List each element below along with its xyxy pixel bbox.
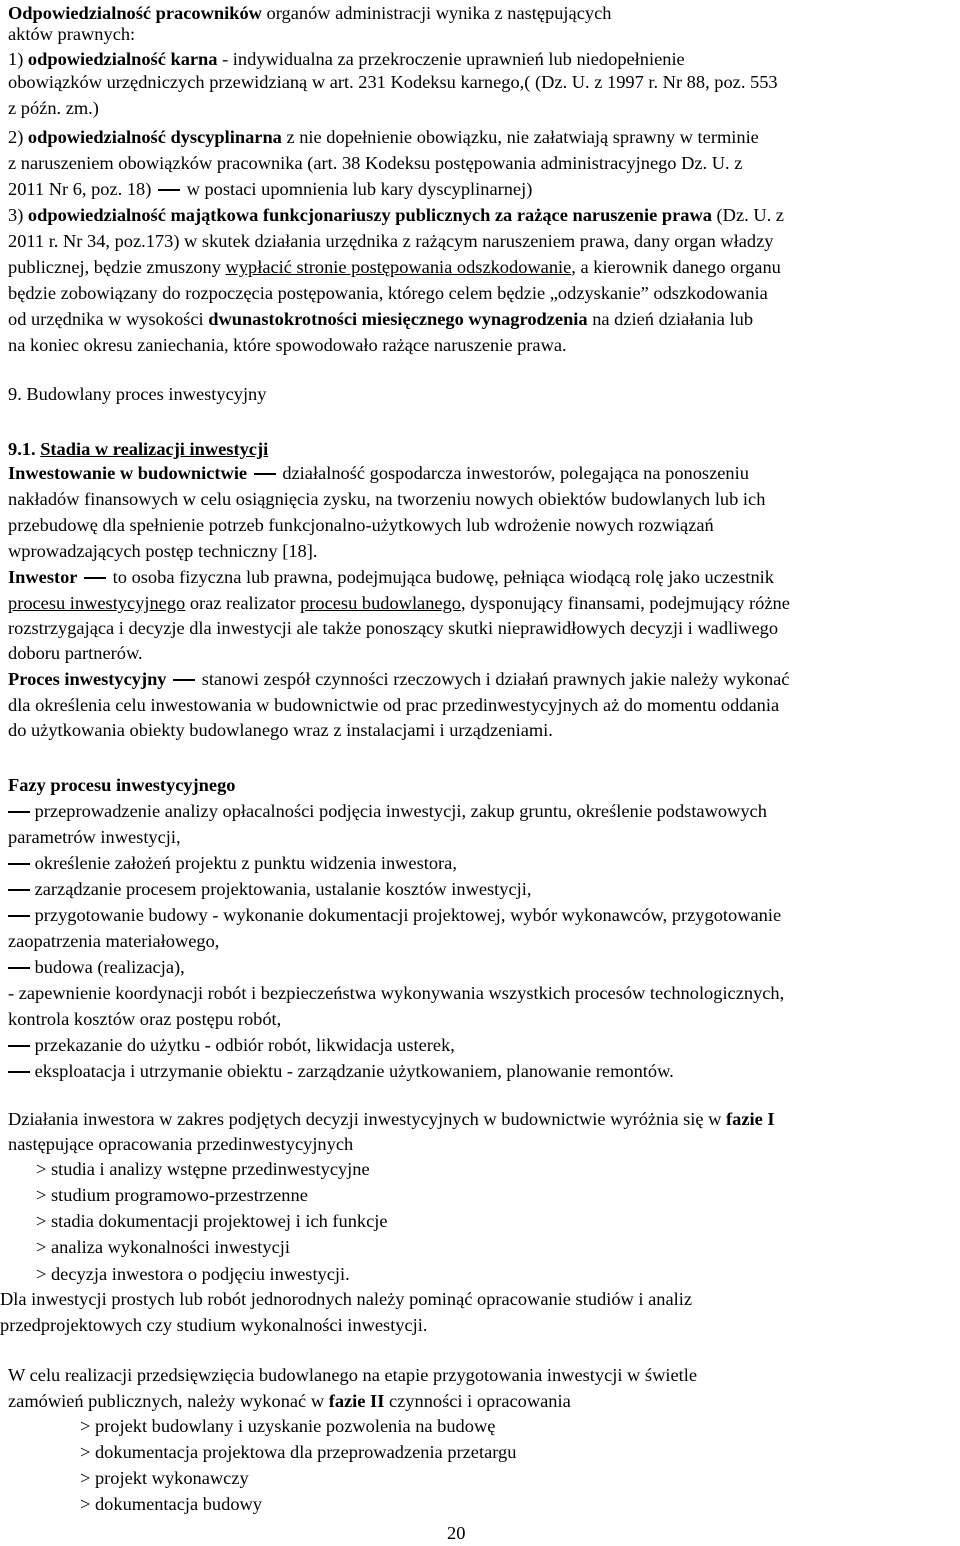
text-span: działalność gospodarcza inwestorów, polegająca na ponoszeniu bbox=[277, 463, 749, 483]
text-line: nakładów finansowych w celu osiągnięcia zysku, na tworzeniu nowych obiektów budowlanych lub ich bbox=[8, 489, 766, 509]
underlined-text: procesu budowlanego bbox=[300, 593, 461, 613]
list-item bbox=[36, 1208, 388, 1234]
list-item-text: studium programowo-przestrzenne bbox=[50, 1185, 308, 1205]
text-line bbox=[8, 254, 781, 280]
list-item bbox=[80, 1439, 516, 1465]
text-line bbox=[8, 124, 759, 150]
section-number: 9.1. bbox=[8, 439, 36, 459]
list-item bbox=[8, 876, 531, 902]
text-line: do użytkowania obiekty budowlanego wraz z instalacjami i urządzeniami. bbox=[8, 720, 553, 740]
text-line: zaopatrzenia materiałowego, bbox=[8, 931, 220, 951]
list-item-text: zarządzanie procesem projektowania, ustalanie kosztów inwestycji, bbox=[34, 879, 532, 899]
arrow-marker: > bbox=[36, 1211, 47, 1231]
text-line: wprowadzających postęp techniczny [18]. bbox=[8, 541, 318, 561]
text-span: w postaci upomnienia lub kary dyscyplinarnej) bbox=[181, 179, 533, 199]
list-item bbox=[36, 1156, 370, 1182]
text-line: z późn. zm.) bbox=[8, 98, 99, 118]
text-line: przebudowę dla spełnienie potrzeb funkcjonalno-użytkowych lub wdrożenie nowych rozwiązań bbox=[8, 515, 714, 535]
text-span: (Dz. U. z bbox=[711, 205, 784, 225]
text-line: W celu realizacji przedsięwzięcia budowlanego na etapie przygotowania inwestycji w świetle bbox=[8, 1365, 698, 1385]
text-span: - indywidualna za przekroczenie uprawnień lub niedopełnienie bbox=[217, 49, 685, 69]
text-line: dla określenia celu inwestowania w budownictwie od prac przedinwestycyjnych aż do momentu oddania bbox=[8, 695, 780, 715]
text-line: doboru partnerów. bbox=[8, 643, 143, 663]
text-line bbox=[8, 666, 789, 692]
text-span: czynności i opracowania bbox=[384, 1391, 571, 1411]
text-line: parametrów inwestycji, bbox=[8, 827, 181, 847]
list-item-text: analiza wykonalności inwestycji bbox=[50, 1237, 290, 1257]
text-line: będzie zobowiązany do rozpoczęcia postępowania, którego celem będzie „odzyskanie” odszkodowania bbox=[8, 283, 768, 303]
text-line: Dla inwestycji prostych lub robót jednorodnych należy pominąć opracowanie studiów i analiz bbox=[0, 1289, 693, 1309]
dash-mark bbox=[254, 473, 276, 475]
dash-bullet bbox=[8, 889, 30, 891]
list-item-text: projekt budowlany i uzyskanie pozwolenia na budowę bbox=[94, 1416, 496, 1436]
arrow-marker: > bbox=[80, 1468, 91, 1488]
text-span: 3) bbox=[8, 205, 28, 225]
list-item bbox=[8, 850, 457, 876]
arrow-marker: > bbox=[36, 1264, 47, 1284]
text-line: rozstrzygająca i decyzje dla inwestycji ale także ponoszący skutki nieprawidłowych decyzji i wadliwego bbox=[8, 618, 779, 638]
list-item bbox=[36, 1261, 350, 1287]
list-item bbox=[36, 1234, 290, 1260]
list-item-text: przygotowanie budowy - wykonanie dokumentacji projektowej, wybór wykonawców, przygotowanie bbox=[34, 905, 782, 925]
list-item-text: określenie założeń projektu z punktu widzenia inwestora, bbox=[34, 853, 457, 873]
arrow-marker: > bbox=[80, 1416, 91, 1436]
text-span: , dysponujący finansami, podejmujący różne bbox=[460, 593, 790, 613]
text-span: od urzędnika w wysokości bbox=[8, 309, 209, 329]
text-span: 1) bbox=[8, 49, 28, 69]
bold-term: Inwestor bbox=[8, 567, 78, 587]
list-item-text: stadia dokumentacji projektowej i ich funkcje bbox=[50, 1211, 388, 1231]
text-span: na dzień działania lub bbox=[587, 309, 754, 329]
arrow-marker: > bbox=[80, 1442, 91, 1462]
text-line bbox=[8, 1106, 775, 1132]
list-item-text: budowa (realizacja), bbox=[34, 957, 185, 977]
arrow-marker: > bbox=[36, 1159, 47, 1179]
dash-mark bbox=[158, 189, 180, 191]
list-item bbox=[8, 902, 781, 928]
dash-bullet bbox=[8, 811, 30, 813]
text-line bbox=[8, 306, 753, 332]
bold-term: odpowiedzialność majątkowa funkcjonariuszy publicznych za rażące naruszenie prawa bbox=[27, 205, 712, 225]
text-line bbox=[8, 176, 532, 202]
bold-term: odpowiedzialność karna bbox=[27, 49, 218, 69]
list-item-text: dokumentacja budowy bbox=[94, 1494, 262, 1514]
dash-bullet bbox=[8, 1071, 30, 1073]
text-span: Działania inwestora w zakres podjętych decyzji inwestycyjnych w budownictwie wyróżnia się w bbox=[8, 1109, 727, 1129]
text-span: 2011 Nr 6, poz. 18) bbox=[8, 179, 152, 199]
text-line bbox=[8, 564, 774, 590]
text-line: następujące opracowania przedinwestycyjnych bbox=[8, 1134, 354, 1154]
text-line: na koniec okresu zaniechania, które spowodowało rażące naruszenie prawa. bbox=[8, 335, 567, 355]
underlined-text: procesu inwestycyjnego bbox=[8, 593, 186, 613]
subsection-title: Stadia w realizacji inwestycji bbox=[40, 439, 269, 459]
text-span: organów administracji wynika z następujących bbox=[261, 3, 612, 23]
list-item bbox=[8, 1032, 455, 1058]
list-item-text: studia i analizy wstępne przedinwestycyjne bbox=[50, 1159, 370, 1179]
list-item bbox=[8, 1058, 674, 1084]
list-heading: Fazy procesu inwestycyjnego bbox=[8, 775, 236, 795]
list-item bbox=[80, 1465, 249, 1491]
dash-bullet bbox=[8, 915, 30, 917]
text-line: kontrola kosztów oraz postępu robót, bbox=[8, 1009, 282, 1029]
text-line bbox=[8, 202, 784, 228]
text-span: stanowi zespół czynności rzeczowych i działań prawnych jakie należy wykonać bbox=[197, 669, 790, 689]
dash-mark bbox=[84, 577, 106, 579]
text-line: obowiązków urzędniczych przewidzianą w art. 231 Kodeksu karnego,( (Dz. U. z 1997 r. Nr 88, poz. 553 bbox=[8, 72, 778, 92]
bold-term: fazie I bbox=[726, 1109, 775, 1129]
subsection-heading bbox=[8, 436, 268, 462]
text-line: aktów prawnych: bbox=[8, 24, 136, 44]
page-number: 20 bbox=[447, 1523, 466, 1543]
list-item-text: eksploatacja i utrzymanie obiektu - zarządzanie użytkowaniem, planowanie remontów. bbox=[34, 1061, 674, 1081]
list-item-text: przeprowadzenie analizy opłacalności podjęcia inwestycji, zakup gruntu, określenie podstawowych bbox=[34, 801, 767, 821]
list-item bbox=[8, 798, 767, 824]
text-line bbox=[8, 590, 790, 616]
underlined-text: wypłacić stronie postępowania odszkodowanie bbox=[225, 257, 572, 277]
bold-term: odpowiedzialność dyscyplinarna bbox=[27, 127, 282, 147]
bold-term: Odpowiedzialność pracowników bbox=[8, 3, 262, 23]
text-span: oraz realizator bbox=[185, 593, 301, 613]
dash-mark bbox=[173, 679, 195, 681]
text-line bbox=[8, 1388, 571, 1414]
dash-bullet bbox=[8, 863, 30, 865]
dash-bullet bbox=[8, 1045, 30, 1047]
text-span: to osoba fizyczna lub prawna, podejmująca budowę, pełniąca wiodącą rolę jako uczestnik bbox=[108, 567, 774, 587]
list-item-text: projekt wykonawczy bbox=[94, 1468, 249, 1488]
text-line: 2011 r. Nr 34, poz.173) w skutek działania urzędnika z rażącym naruszeniem prawa, dany organ władzy bbox=[8, 231, 774, 251]
text-span: 2) bbox=[8, 127, 28, 147]
text-line: z naruszeniem obowiązków pracownika (art. 38 Kodeksu postępowania administracyjnego Dz. U. z bbox=[8, 153, 743, 173]
section-heading: 9. Budowlany proces inwestycyjny bbox=[8, 384, 267, 404]
list-item-text: przekazanie do użytku - odbiór robót, likwidacja usterek, bbox=[34, 1035, 455, 1055]
text-span: publicznej, będzie zmuszony bbox=[8, 257, 226, 277]
arrow-marker: > bbox=[36, 1185, 47, 1205]
list-item bbox=[8, 954, 185, 980]
text-span: zamówień publicznych, należy wykonać w bbox=[8, 1391, 329, 1411]
list-item bbox=[80, 1413, 495, 1439]
bold-term: dwunastokrotności miesięcznego wynagrodzenia bbox=[208, 309, 588, 329]
list-item-text: decyzja inwestora o podjęciu inwestycji. bbox=[50, 1264, 350, 1284]
text-span: z nie dopełnienie obowiązku, nie załatwiają sprawny w terminie bbox=[281, 127, 759, 147]
dash-bullet bbox=[8, 967, 30, 969]
bold-term: Proces inwestycyjny bbox=[8, 669, 167, 689]
list-item bbox=[36, 1182, 308, 1208]
text-line: przedprojektowych czy studium wykonalności inwestycji. bbox=[0, 1315, 428, 1335]
arrow-marker: > bbox=[80, 1494, 91, 1514]
bold-term: fazie II bbox=[328, 1391, 385, 1411]
list-item-text: dokumentacja projektowa dla przeprowadzenia przetargu bbox=[94, 1442, 517, 1462]
text-line bbox=[8, 460, 749, 486]
arrow-marker: > bbox=[36, 1237, 47, 1257]
text-span: , a kierownik danego organu bbox=[571, 257, 781, 277]
bold-term: Inwestowanie w budownictwie bbox=[8, 463, 248, 483]
list-item bbox=[80, 1491, 262, 1517]
text-line: - zapewnienie koordynacji robót i bezpieczeństwa wykonywania wszystkich procesów technologicznych, bbox=[8, 983, 785, 1003]
